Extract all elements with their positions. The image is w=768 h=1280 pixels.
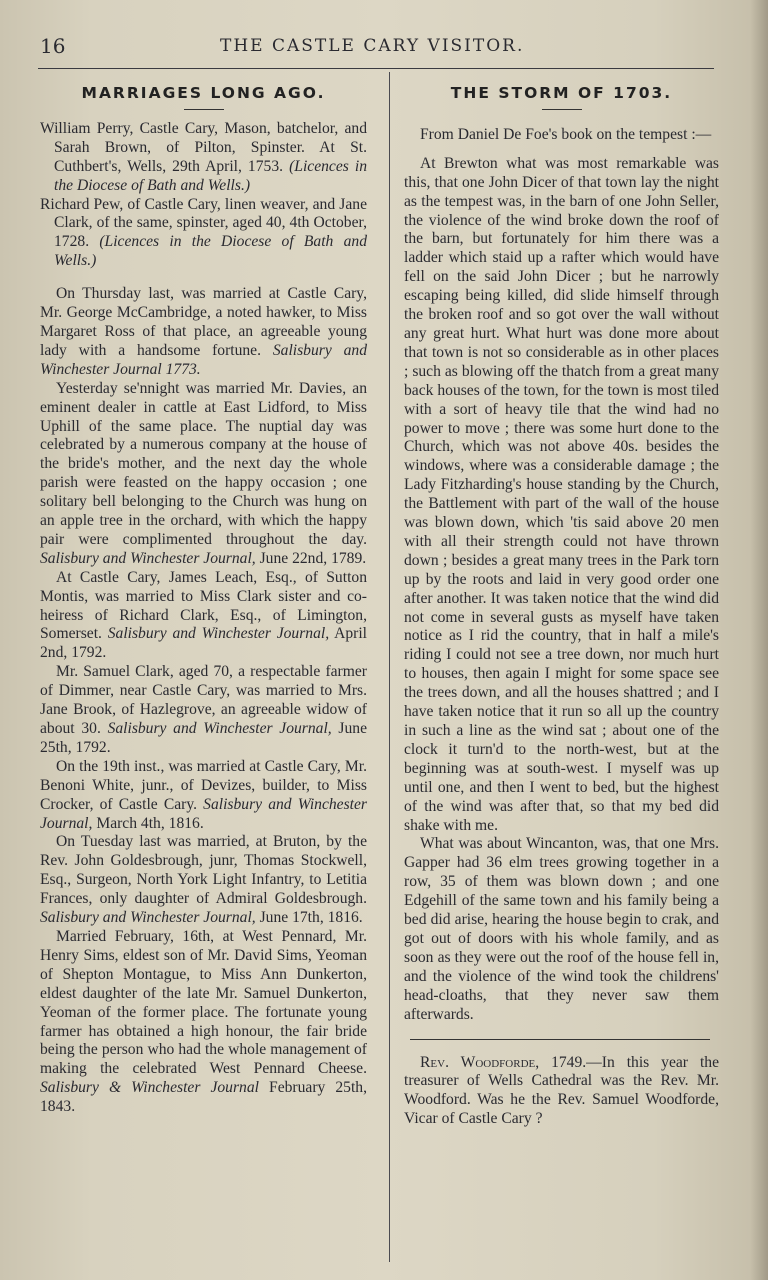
section-rule [410, 1039, 710, 1040]
marriage-entry: William Perry, Castle Cary, Mason, batchelor, and Sarah Brown, of Pilton, Spinster. At St. Cuthbert's, Wells, 29th April, 1753. (Licences in the Diocese of Bath and Wells.) [40, 119, 367, 194]
storm-intro: From Daniel De Foe's book on the tempest :— [420, 125, 712, 143]
running-title: THE CASTLE CARY VISITOR. [220, 36, 525, 56]
storm-paragraph: At Brewton what was most remarkable was this, that one John Dicer of that town lay the night as the tempest was, in the barn of one John Seller, the violence of the wind broke down the roof of the barn, but fortunately for him there was a ladder which staid up a rafter which would have fell on the said John Dicer ; but he narrowly escaping being killed, did slide himself through the broken roof and so got over the wall without any great hurt. What hurt was done more about that town is not so considerable as in other places ; such as blowing off the thatch from a great many back houses of the town, for the town is most tiled with a sort of heavy tile that the wind had no power to move ; there was some hurt done to the Church, which was not above 40s. besides the windows, where was a considerable damage ; the Lady Fitzharding's house standing by the Church, the Battlement with part of the wall of the house was blown down, which 'tis said above 20 men with all their strength could not have thrown down ; besides a great many trees in the Park torn up by the roots and laid in very good order one after another. It was taken notice that the wind did not come in several gusts as myself have taken notice as I rid the country, that in half a mile's riding I could not see a tree down, nor much hurt to houses, then again I might for some space see the trees down, and all the houses shattred ; and I have taken notice that it run so all up the country in such a line as the wind sat ; about one of the clock it turn'd to the north-west, but at the beginning was at south-west. I myself was up until one, and then I went to bed, but the highest of the wind was after that, so that my bed did shake with me. [404, 154, 719, 834]
heading-rule [542, 109, 582, 110]
storm-column [404, 84, 719, 1129]
storm-paragraph: What was about Wincanton, was, that one Mrs. Gapper had 36 elm trees growing together in a row, 35 of them was blown down ; and one Edgehill of the same town and his family being a bed did arise, hearing the house begin to crak, and got out of doors with his whole family, and as soon as they were out the roof of the house fell in, and the violence of the wind took the childrens' head-cloaths, that they never saw them afterwards. [404, 835, 719, 1023]
marriage-entry: Richard Pew, of Castle Cary, linen weaver, and Jane Clark, of the same, spinster, aged 40, 4th October, 1728. (Licences in the Diocese of Bath and Wells.) [40, 195, 368, 270]
woodforde-note [404, 1054, 719, 1130]
woodforde-text: —In this year the treasurer of Wells Cathedral was the Rev. Mr. Woodford. Was he the Rev. Samuel Woodforde, Vicar of Castle Cary ? [404, 1053, 719, 1128]
storm-heading: THE STORM OF 1703. [450, 84, 673, 102]
page-header [40, 34, 720, 62]
marriage-entry: Mr. Samuel Clark, aged 70, a respectable farmer of Dimmer, near Castle Cary, was married to Mrs. Jane Brook, of Hazlegrove, an agreeable widow of about 30. Salisbury and Winchester Journal, June 25th, 1792. [40, 663, 367, 756]
marriage-entry: On Tuesday last was married, at Bruton, by the Rev. John Goldesbrough, junr, Thomas Stockwell, Esq., Surgeon, North York Light Infantry, to Letitia Frances, only daughter of Admiral Goldesbrough. Salisbury and Winchester Journal, June 17th, 1816. [40, 833, 367, 927]
marriages-heading: MARRIAGES LONG AGO. [81, 84, 326, 102]
column-divider [389, 72, 390, 1262]
marriages-column [40, 84, 367, 1117]
heading-rule [184, 109, 224, 110]
woodforde-label: Rev. Woodforde, 1749. [420, 1053, 587, 1071]
marriage-entry: Yesterday se'nnight was married Mr. Davies, an eminent dealer in cattle at East Lidford, to Miss Uphill of the same place. The nuptial day was celebrated by a numerous company at the house of the bride's mother, and the next day the whole parish were feasted on the happy occasion ; one solitary bell belonging to the Church was hung on an apple tree in the orchard, with which the happy pair were complimented throughout the day. Salisbury and Winchester Journal, June 22nd, 1789. [40, 379, 367, 567]
page-number: 16 [40, 34, 66, 58]
header-rule [38, 68, 714, 69]
marriage-entry: On Thursday last, was married at Castle Cary, Mr. George McCambridge, a noted hawker, to Miss Margaret Ross of that place, an agreeable young lady with a handsome fortune. Salisbury and Winchester Journal 1773. [40, 285, 367, 378]
marriage-entry: Married February, 16th, at West Pennard, Mr. Henry Sims, eldest son of Mr. David Sims, Yeoman of Shepton Montague, to Miss Ann Dunkerton, eldest daughter of the late Mr. Samuel Dunkerton, Yeoman of the former place. The fortunate young farmer has obtained a high honour, the fair bride being the person who had the whole management of making the celebrated West Pennard Cheese. Salisbury & Winchester Journal February 25th, 1843. [40, 927, 367, 1116]
marriage-entry: At Castle Cary, James Leach, Esq., of Sutton Montis, was married to Miss Clark sister and co-heiress of Richard Clark, Esq., of Limington, Somerset. Salisbury and Winchester Journal, April 2nd, 1792. [40, 568, 367, 662]
marriage-entry: On the 19th inst., was married at Castle Cary, Mr. Benoni White, junr., of Devizes, builder, to Miss Crocker, of Castle Cary. Salisbury and Winchester Journal, March 4th, 1816. [40, 757, 367, 832]
